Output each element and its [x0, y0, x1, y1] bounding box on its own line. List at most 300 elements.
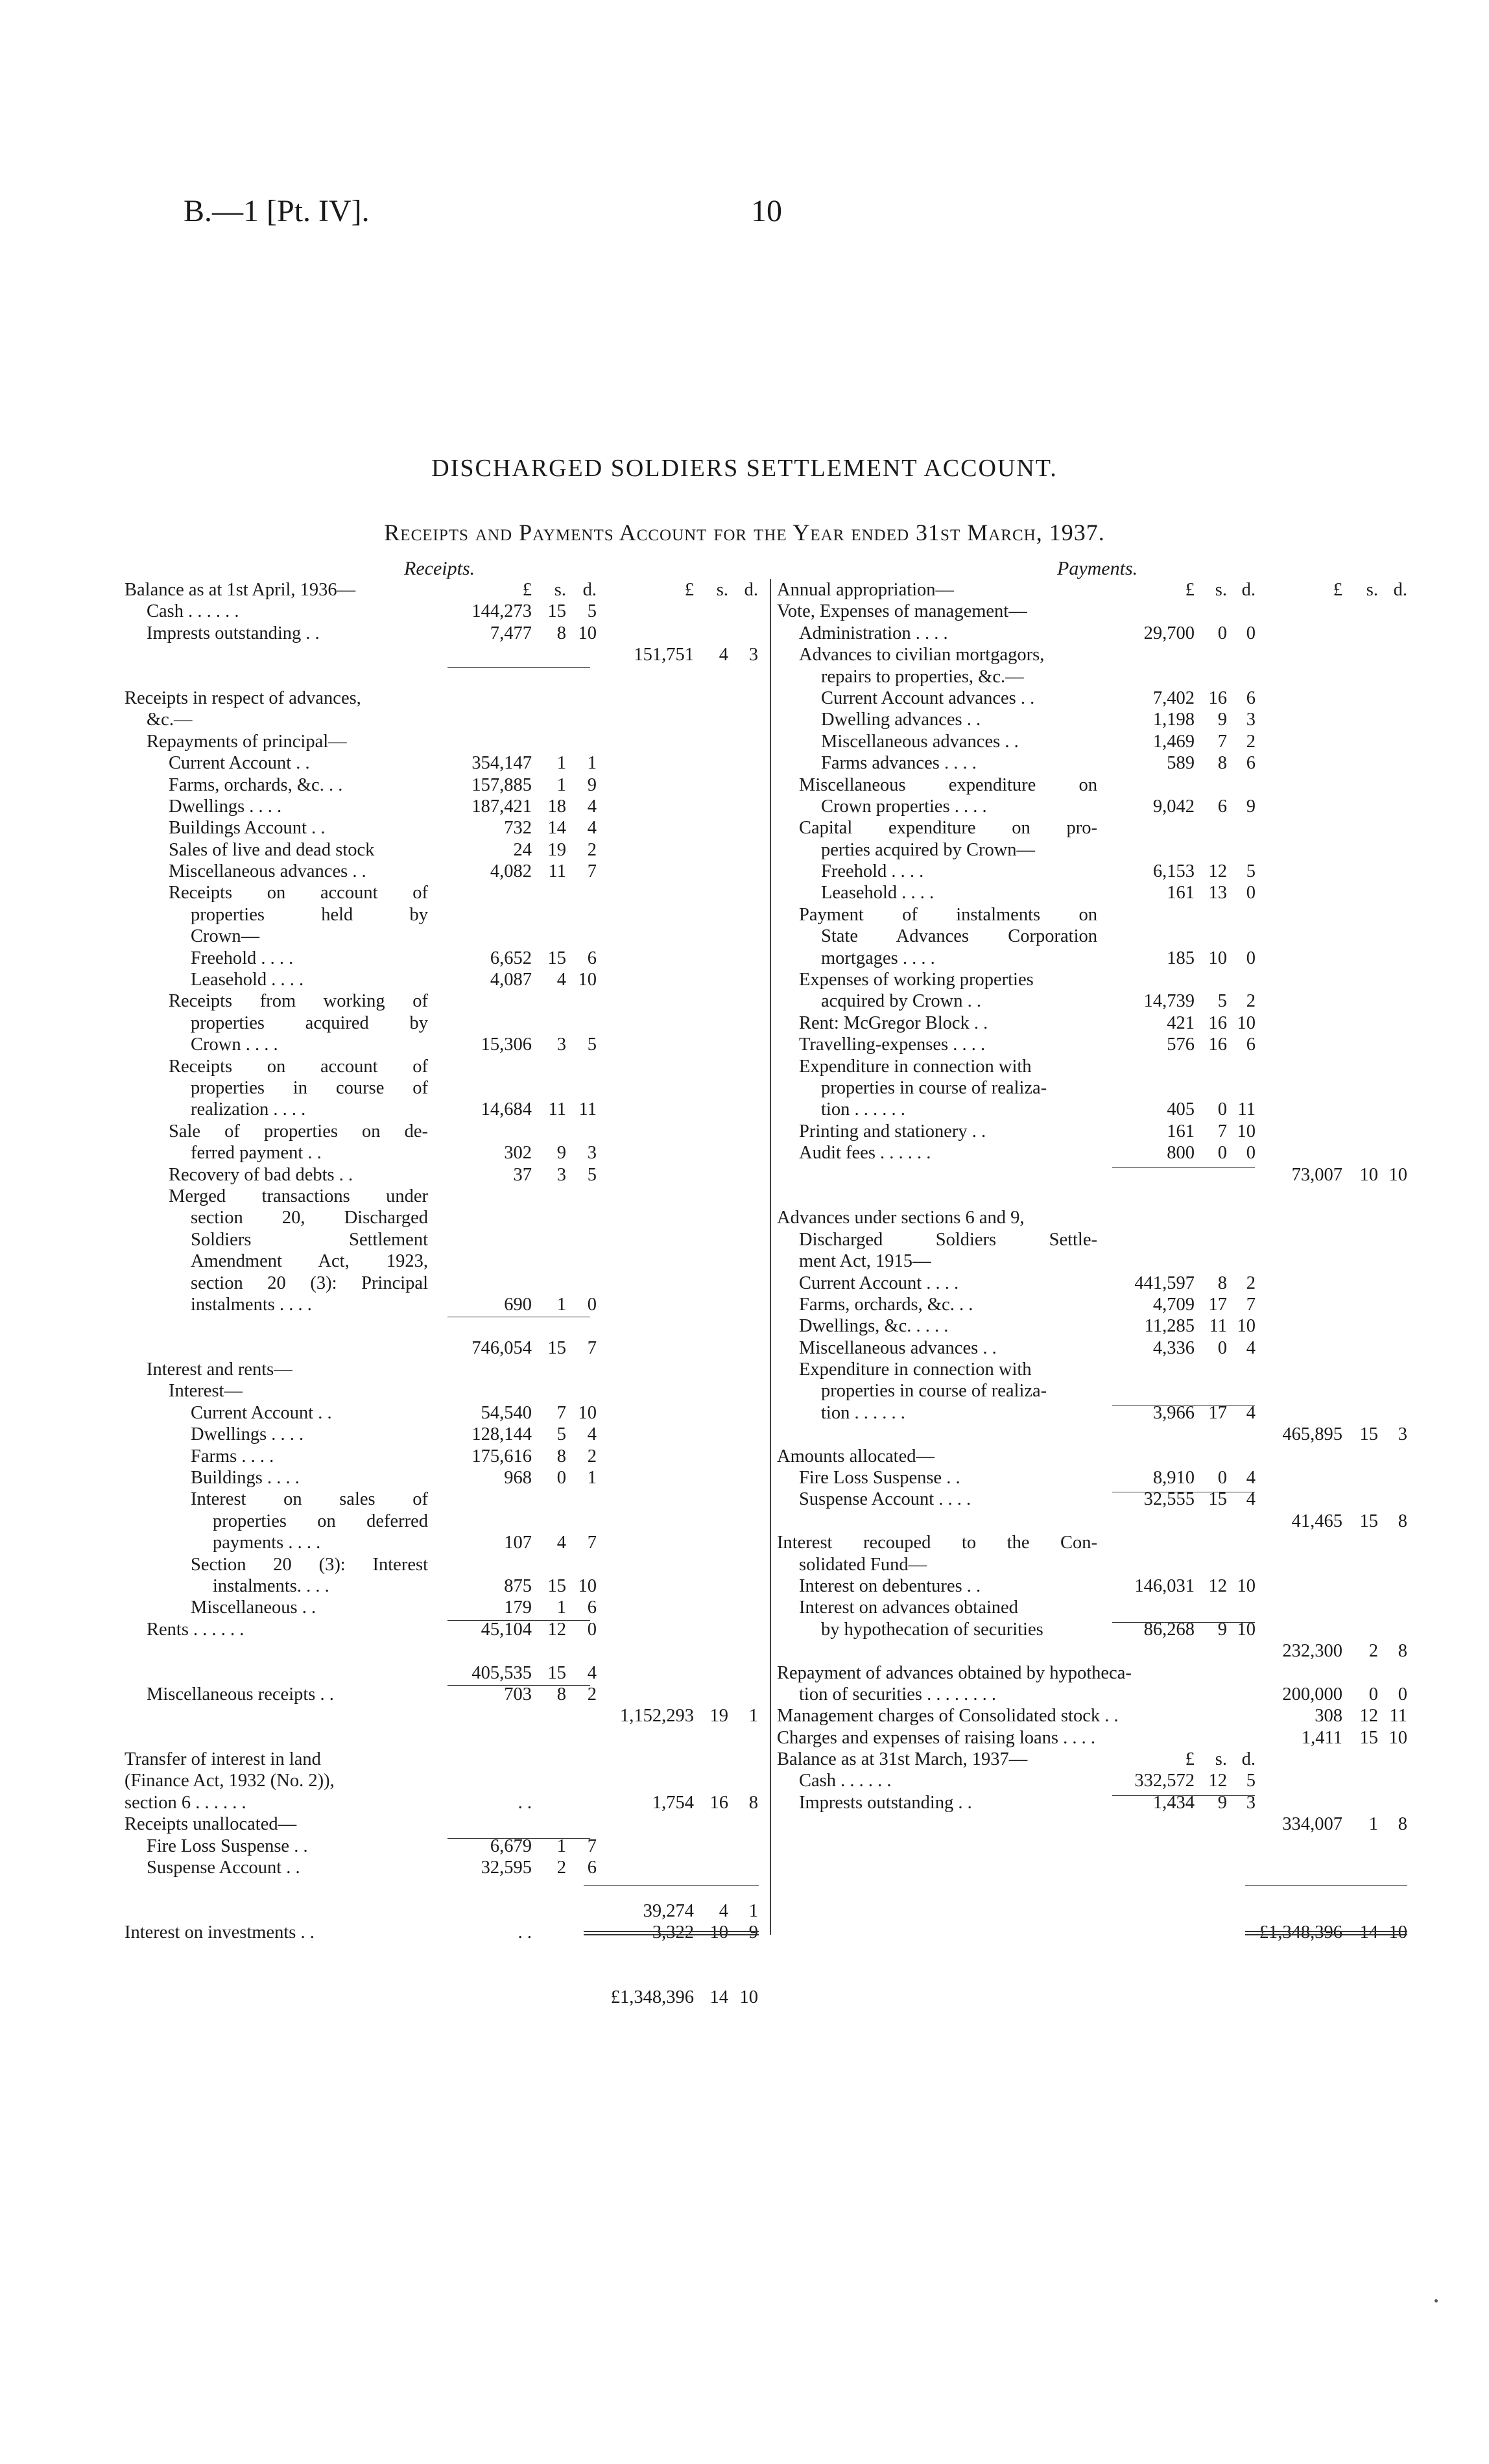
line-label: Current Account . . . . — [799, 1273, 959, 1293]
pounds-subcolumn: 800 — [1167, 1143, 1195, 1164]
shillings-subcolumn: 11 — [548, 861, 566, 882]
shillings-subcolumn: 1 — [556, 1597, 566, 1618]
grand-total-rule — [584, 1931, 759, 1935]
pence-total: 0 — [1398, 1684, 1407, 1704]
shillings-total: 16 — [709, 1792, 728, 1813]
scan-speck — [1435, 2299, 1438, 2303]
line-label: section 20 (3): Principal — [191, 1273, 428, 1293]
pence-subcolumn: 6 — [587, 1858, 597, 1878]
payments-column — [0, 579, 1489, 1944]
pence-total: 1 — [748, 1706, 758, 1727]
line-label: Expenditure in connection with — [799, 1056, 1032, 1077]
pence-subcolumn: d. — [1241, 1749, 1256, 1770]
pence-subcolumn: d. — [1241, 580, 1256, 600]
pounds-subcolumn: 24 — [513, 839, 532, 860]
pounds-subcolumn: 875 — [504, 1575, 532, 1596]
shillings-subcolumn: 15 — [547, 601, 566, 622]
pounds-subcolumn: 7,402 — [1152, 688, 1195, 708]
shillings-subcolumn: 15 — [547, 1337, 566, 1358]
shillings-subcolumn: 9 — [1217, 1619, 1227, 1640]
shillings-subcolumn: 3 — [556, 1035, 566, 1055]
payments-row — [0, 1034, 1489, 1055]
shillings-subcolumn: 11 — [1209, 1316, 1227, 1337]
pounds-total: 232,300 — [1282, 1641, 1342, 1662]
shillings-subcolumn: 0 — [1217, 623, 1227, 643]
pence-subcolumn: 2 — [587, 839, 597, 860]
subtotal-rule — [1112, 1167, 1255, 1168]
pence-subcolumn: 0 — [587, 1294, 597, 1315]
pounds-subcolumn: 187,421 — [471, 796, 532, 817]
pence-subcolumn: 4 — [587, 818, 597, 839]
pence-total: 10 — [1388, 1164, 1407, 1185]
pounds-subcolumn: 179 — [504, 1597, 532, 1618]
line-label: mortgages . . . . — [821, 948, 935, 968]
pence-subcolumn: 0 — [1246, 623, 1256, 643]
payments-row — [0, 1467, 1489, 1489]
pounds-subcolumn: 1,469 — [1152, 731, 1195, 752]
shillings-subcolumn: 15 — [547, 1662, 566, 1683]
payments-row — [0, 1597, 1489, 1618]
line-label: Section 20 (3): Interest — [191, 1554, 428, 1575]
line-label: Interest recouped to the Con- — [777, 1533, 1097, 1553]
shillings-subcolumn: 4 — [556, 1533, 566, 1553]
payments-row — [0, 1749, 1489, 1770]
payments-row — [0, 861, 1489, 882]
pence-subcolumn: 10 — [1237, 1121, 1256, 1142]
pence-subcolumn: 10 — [578, 1402, 597, 1423]
pence-subcolumn: 4 — [1246, 1468, 1256, 1489]
shillings-subcolumn: 5 — [556, 1424, 566, 1445]
line-label: Imprests outstanding . . — [147, 623, 320, 643]
payments-row — [0, 1640, 1489, 1662]
line-label: Amendment Act, 1923, — [191, 1251, 428, 1272]
pence-subcolumn: 7 — [587, 1337, 597, 1358]
pence-total: 10 — [1388, 1727, 1407, 1748]
line-label: Current Account advances . . — [821, 688, 1035, 708]
pounds-subcolumn: 54,540 — [481, 1402, 532, 1423]
pence-subcolumn: 10 — [1237, 1316, 1256, 1337]
line-label: Audit fees . . . . . . — [799, 1143, 931, 1164]
line-label: Interest and rents— — [147, 1359, 292, 1380]
shillings-subcolumn: 3 — [556, 1164, 566, 1185]
pence-subcolumn: 0 — [1246, 883, 1256, 903]
shillings-total: 15 — [1359, 1727, 1378, 1748]
payments-row — [0, 1792, 1489, 1813]
line-label: Receipts in respect of advances, — [125, 688, 361, 708]
line-label: ment Act, 1915— — [799, 1251, 931, 1272]
line-label: Crown properties . . . . — [821, 796, 987, 817]
pence-subcolumn: 3 — [1246, 710, 1256, 730]
line-label: repairs to properties, &c.— — [821, 666, 1024, 687]
line-label: State Advances Corporation — [821, 926, 1097, 947]
line-label: Administration . . . . — [799, 623, 948, 643]
payments-row — [0, 1099, 1489, 1120]
pounds-total: £1,348,396 — [1259, 1922, 1342, 1943]
receipts-heading: Receipts. — [404, 558, 475, 579]
pence-subcolumn: 6 — [1246, 688, 1256, 708]
line-label: Merged transactions under — [169, 1186, 428, 1206]
line-label: Soldiers Settlement — [191, 1229, 428, 1250]
page-number: 10 — [751, 194, 782, 228]
payments-row — [0, 579, 1489, 601]
pounds-subcolumn: 405 — [1167, 1099, 1195, 1120]
line-label: payments . . . . — [213, 1533, 321, 1553]
pence-subcolumn: 4 — [587, 1424, 597, 1445]
line-label: Crown— — [191, 926, 260, 947]
pence-subcolumn: 0 — [1246, 948, 1256, 968]
shillings-subcolumn: 9 — [556, 1143, 566, 1164]
pounds-total: £1,348,396 — [610, 1987, 694, 2008]
shillings-subcolumn: 2 — [556, 1858, 566, 1878]
pounds-subcolumn: 968 — [504, 1468, 532, 1489]
shillings-subcolumn: 12 — [547, 1619, 566, 1640]
payments-row — [0, 601, 1489, 622]
payments-row — [0, 1532, 1489, 1553]
payments-row — [0, 1315, 1489, 1337]
receipts-row — [0, 1987, 770, 2008]
subtotal-rule — [1112, 1405, 1255, 1406]
pence-total: 10 — [1388, 1922, 1407, 1943]
shillings-subcolumn: 9 — [1217, 1792, 1227, 1813]
pence-total: 11 — [1389, 1706, 1407, 1727]
line-label: Capital expenditure on pro- — [799, 818, 1097, 839]
shillings-subcolumn: 8 — [556, 623, 566, 643]
line-label: Expenses of working properties — [799, 970, 1034, 990]
pounds-subcolumn: . . — [518, 1922, 532, 1943]
pence-total: 8 — [1398, 1511, 1407, 1531]
document-code: B.—1 [Pt. IV]. — [184, 194, 370, 228]
shillings-subcolumn: 14 — [547, 818, 566, 839]
line-label: Interest on advances obtained — [799, 1597, 1018, 1618]
payments-row — [0, 1705, 1489, 1727]
shillings-total: 0 — [1368, 1684, 1378, 1704]
pence-subcolumn: 10 — [1237, 1012, 1256, 1033]
shillings-subcolumn: 13 — [1208, 883, 1227, 903]
pounds-subcolumn: 302 — [504, 1143, 532, 1164]
line-label: realization . . . . — [191, 1099, 306, 1120]
line-label: Receipts unallocated— — [125, 1814, 297, 1835]
line-label: Current Account . . — [191, 1402, 332, 1423]
line-label: Crown . . . . — [191, 1035, 278, 1055]
payments-row — [0, 1056, 1489, 1077]
pounds-subcolumn: 441,597 — [1134, 1273, 1195, 1293]
pence-subcolumn: 2 — [587, 1684, 597, 1704]
pounds-subcolumn: 146,031 — [1134, 1575, 1195, 1596]
pence-total: 3 — [1398, 1424, 1407, 1445]
payments-row — [0, 1424, 1489, 1445]
shillings-subcolumn: 6 — [1217, 796, 1227, 817]
payments-row — [0, 948, 1489, 969]
pence-total: 8 — [748, 1792, 758, 1813]
line-label: Freehold . . . . — [191, 948, 294, 968]
line-label: Sales of live and dead stock — [169, 839, 375, 860]
pounds-total: 73,007 — [1291, 1164, 1342, 1185]
shillings-subcolumn: 7 — [556, 1402, 566, 1423]
pence-subcolumn: 10 — [1237, 1575, 1256, 1596]
pence-subcolumn: 3 — [587, 1143, 597, 1164]
pounds-subcolumn: 6,679 — [490, 1836, 532, 1856]
pence-subcolumn: d. — [582, 580, 597, 600]
pounds-subcolumn: 161 — [1167, 1121, 1195, 1142]
shillings-subcolumn: 8 — [1217, 1273, 1227, 1293]
line-label: Leasehold . . . . — [191, 970, 304, 990]
pence-total: 10 — [739, 1987, 758, 2008]
line-label: Interest on sales of — [191, 1489, 428, 1510]
line-label: Miscellaneous receipts . . — [147, 1684, 334, 1704]
pounds-subcolumn: 4,087 — [490, 970, 532, 990]
pence-subcolumn: 5 — [587, 1035, 597, 1055]
payments-row — [0, 969, 1489, 990]
line-label: instalments. . . . — [213, 1575, 329, 1596]
payments-row — [0, 1813, 1489, 1835]
shillings-total: 19 — [709, 1706, 728, 1727]
payments-row — [0, 817, 1489, 839]
shillings-subcolumn: 15 — [1208, 1489, 1227, 1510]
pounds-total: £ — [1333, 580, 1342, 600]
shillings-subcolumn: 15 — [547, 1575, 566, 1596]
payments-row — [0, 1511, 1489, 1532]
payments-row — [0, 1229, 1489, 1250]
line-label: Miscellaneous . . — [191, 1597, 316, 1618]
line-label: Dwelling advances . . — [821, 710, 981, 730]
pounds-subcolumn: 746,054 — [471, 1337, 532, 1358]
pounds-subcolumn: 128,144 — [471, 1424, 532, 1445]
line-label: Advances under sections 6 and 9, — [777, 1208, 1025, 1228]
line-label: Interest on investments . . — [125, 1922, 315, 1943]
payments-row — [0, 839, 1489, 861]
payments-row — [0, 1121, 1489, 1142]
pounds-subcolumn: 9,042 — [1152, 796, 1195, 817]
pence-subcolumn: 4 — [587, 796, 597, 817]
payments-row — [0, 1273, 1489, 1294]
pence-subcolumn: 2 — [1246, 731, 1256, 752]
pounds-subcolumn: 703 — [504, 1684, 532, 1704]
shillings-total: 4 — [719, 1900, 728, 1921]
line-label: Receipts from working of — [169, 991, 428, 1012]
line-label: properties held by — [191, 904, 428, 925]
shillings-subcolumn: 0 — [1217, 1099, 1227, 1120]
line-label: Travelling-expenses . . . . — [799, 1035, 986, 1055]
line-label: Fire Loss Suspense . . — [147, 1836, 308, 1856]
line-label: Buildings . . . . — [191, 1468, 300, 1489]
line-label: Vote, Expenses of management— — [777, 601, 1027, 622]
line-label: Advances to civilian mortgagors, — [799, 645, 1045, 665]
payments-row — [0, 709, 1489, 730]
account-subtitle: Receipts and Payments Account for the Year ended 31st March, 1937. — [384, 520, 1105, 545]
pounds-subcolumn: 107 — [504, 1533, 532, 1553]
line-label: Printing and stationery . . — [799, 1121, 986, 1142]
line-label: Farms advances . . . . — [821, 753, 977, 774]
pence-subcolumn: 10 — [578, 623, 597, 643]
payments-row — [0, 1402, 1489, 1424]
shillings-total: 10 — [1359, 1164, 1378, 1185]
shillings-total: s. — [1366, 580, 1378, 600]
shillings-total: 12 — [1359, 1706, 1378, 1727]
payments-row — [0, 731, 1489, 752]
pence-subcolumn: 7 — [1246, 1294, 1256, 1315]
line-label: tion of securities . . . . . . . . — [799, 1684, 996, 1704]
line-label: properties in course of — [191, 1077, 428, 1098]
subtotal-rule — [447, 667, 590, 668]
pence-subcolumn: 10 — [1237, 1619, 1256, 1640]
pence-total: 8 — [1398, 1814, 1407, 1835]
line-label: properties on deferred — [213, 1511, 428, 1531]
line-label: (Finance Act, 1932 (No. 2)), — [125, 1771, 335, 1791]
pence-subcolumn: 5 — [1246, 861, 1256, 882]
payments-row — [0, 1575, 1489, 1597]
pounds-total: 1,152,293 — [620, 1706, 694, 1727]
shillings-subcolumn: 16 — [1208, 1012, 1227, 1033]
shillings-subcolumn: 5 — [1217, 991, 1227, 1012]
pounds-total: 41,465 — [1291, 1511, 1342, 1531]
line-label: Repayment of advances obtained by hypotheca- — [777, 1662, 1132, 1683]
shillings-subcolumn: 12 — [1208, 1575, 1227, 1596]
pence-subcolumn: 6 — [1246, 753, 1256, 774]
pence-subcolumn: 2 — [587, 1446, 597, 1466]
payments-row — [0, 1900, 1489, 1922]
pounds-subcolumn: 45,104 — [481, 1619, 532, 1640]
shillings-total: 14 — [709, 1987, 728, 2008]
pounds-subcolumn: 354,147 — [471, 753, 532, 774]
pounds-subcolumn: 8,910 — [1152, 1468, 1195, 1489]
pence-total: 8 — [1398, 1641, 1407, 1662]
receipts-row — [0, 1944, 770, 1965]
pounds-subcolumn: 6,652 — [490, 948, 532, 968]
line-label: Recovery of bad debts . . — [169, 1164, 353, 1185]
shillings-subcolumn: 7 — [1217, 731, 1227, 752]
pounds-subcolumn: 576 — [1167, 1035, 1195, 1055]
pence-subcolumn: 1 — [587, 753, 597, 774]
shillings-subcolumn: s. — [1215, 1749, 1227, 1770]
shillings-subcolumn: 0 — [556, 1468, 566, 1489]
pounds-subcolumn: . . — [518, 1792, 532, 1813]
line-label: Discharged Soldiers Settle- — [799, 1229, 1097, 1250]
shillings-subcolumn: 19 — [547, 839, 566, 860]
grand-total-rule — [1245, 1931, 1407, 1935]
line-label: Farms, orchards, &c. . . — [169, 774, 343, 795]
shillings-subcolumn: 12 — [1208, 861, 1227, 882]
pence-total: 9 — [748, 1922, 758, 1943]
payments-row — [0, 774, 1489, 796]
payments-row — [0, 1727, 1489, 1749]
pence-subcolumn: 4 — [587, 1662, 597, 1683]
shillings-subcolumn: 4 — [556, 970, 566, 990]
pounds-total: 308 — [1315, 1706, 1342, 1727]
shillings-subcolumn: 11 — [548, 1099, 566, 1120]
pence-subcolumn: 3 — [1246, 1792, 1256, 1813]
pence-subcolumn: 11 — [1237, 1099, 1256, 1120]
subtotal-rule — [1112, 1795, 1255, 1796]
pounds-total: 200,000 — [1282, 1684, 1342, 1704]
line-label: Balance as at 1st April, 1936— — [125, 580, 356, 600]
pence-subcolumn: 9 — [587, 774, 597, 795]
pence-subcolumn: 7 — [587, 861, 597, 882]
payments-row — [0, 1836, 1489, 1857]
pounds-subcolumn: £ — [522, 580, 532, 600]
pounds-subcolumn: 37 — [513, 1164, 532, 1185]
line-label: Farms . . . . — [191, 1446, 274, 1466]
total-rule — [584, 1885, 759, 1886]
payments-row — [0, 1446, 1489, 1467]
payments-row — [0, 1554, 1489, 1575]
line-label: Leasehold . . . . — [821, 883, 935, 903]
payments-row — [0, 1012, 1489, 1034]
pounds-subcolumn: 1,198 — [1152, 710, 1195, 730]
shillings-subcolumn: 7 — [1217, 1121, 1227, 1142]
pounds-total: 151,751 — [634, 645, 694, 665]
pounds-subcolumn: 7,477 — [490, 623, 532, 643]
pounds-subcolumn: 161 — [1167, 883, 1195, 903]
payments-row — [0, 1207, 1489, 1228]
line-label: Miscellaneous advances . . — [169, 861, 366, 882]
payments-row — [0, 1489, 1489, 1510]
pounds-total: 465,895 — [1282, 1424, 1342, 1445]
payments-row — [0, 1684, 1489, 1705]
line-label: Farms, orchards, &c. . . — [799, 1294, 973, 1315]
line-label: Repayments of principal— — [147, 731, 347, 752]
pounds-subcolumn: 15,306 — [481, 1035, 532, 1055]
pounds-total: 1,754 — [652, 1792, 694, 1813]
payments-row — [0, 1250, 1489, 1272]
shillings-subcolumn: 1 — [556, 1294, 566, 1315]
line-label: instalments . . . . — [191, 1294, 312, 1315]
pounds-subcolumn: 405,535 — [471, 1662, 532, 1683]
pounds-subcolumn: 421 — [1167, 1012, 1195, 1033]
line-label: Dwellings, &c. . . . . — [799, 1316, 949, 1337]
pence-subcolumn: 5 — [1246, 1771, 1256, 1791]
payments-row — [0, 688, 1489, 709]
line-label: by hypothecation of securities — [821, 1619, 1043, 1640]
shillings-subcolumn: 10 — [1208, 948, 1227, 968]
pounds-subcolumn: 4,709 — [1152, 1294, 1195, 1315]
pence-subcolumn: 1 — [587, 1468, 597, 1489]
line-label: Current Account . . — [169, 753, 310, 774]
shillings-subcolumn: 1 — [556, 753, 566, 774]
shillings-subcolumn: s. — [554, 580, 566, 600]
payments-row — [0, 1619, 1489, 1640]
shillings-subcolumn: 17 — [1208, 1402, 1227, 1423]
payments-row — [0, 1077, 1489, 1099]
line-label: Annual appropriation— — [777, 580, 955, 600]
pounds-subcolumn: 3,966 — [1152, 1402, 1195, 1423]
pence-subcolumn: 5 — [587, 1164, 597, 1185]
payments-row — [0, 752, 1489, 774]
pence-subcolumn: 4 — [1246, 1337, 1256, 1358]
line-label: Interest— — [169, 1381, 243, 1402]
shillings-subcolumn: 16 — [1208, 688, 1227, 708]
pounds-total: 334,007 — [1282, 1814, 1342, 1835]
pounds-subcolumn: 14,739 — [1143, 991, 1195, 1012]
subtotal-rule — [447, 1838, 590, 1839]
subtotal-rule — [447, 1620, 590, 1621]
pounds-subcolumn: 175,616 — [471, 1446, 532, 1466]
line-label: Miscellaneous expenditure on — [799, 774, 1097, 795]
shillings-total: s. — [716, 580, 728, 600]
pounds-subcolumn: 157,885 — [471, 774, 532, 795]
pounds-subcolumn: 732 — [504, 818, 532, 839]
payments-row — [0, 666, 1489, 688]
line-label: properties in course of realiza- — [821, 1381, 1047, 1402]
pence-subcolumn: 7 — [587, 1533, 597, 1553]
line-label: Management charges of Consolidated stock . . — [777, 1706, 1119, 1727]
line-label: Payment of instalments on — [799, 904, 1097, 925]
pounds-total: 3,322 — [652, 1922, 694, 1943]
shillings-subcolumn: 0 — [1217, 1337, 1227, 1358]
line-label: acquired by Crown . . — [821, 991, 981, 1012]
payments-row — [0, 1164, 1489, 1186]
pence-subcolumn: 10 — [578, 970, 597, 990]
line-label: Miscellaneous advances . . — [821, 731, 1019, 752]
